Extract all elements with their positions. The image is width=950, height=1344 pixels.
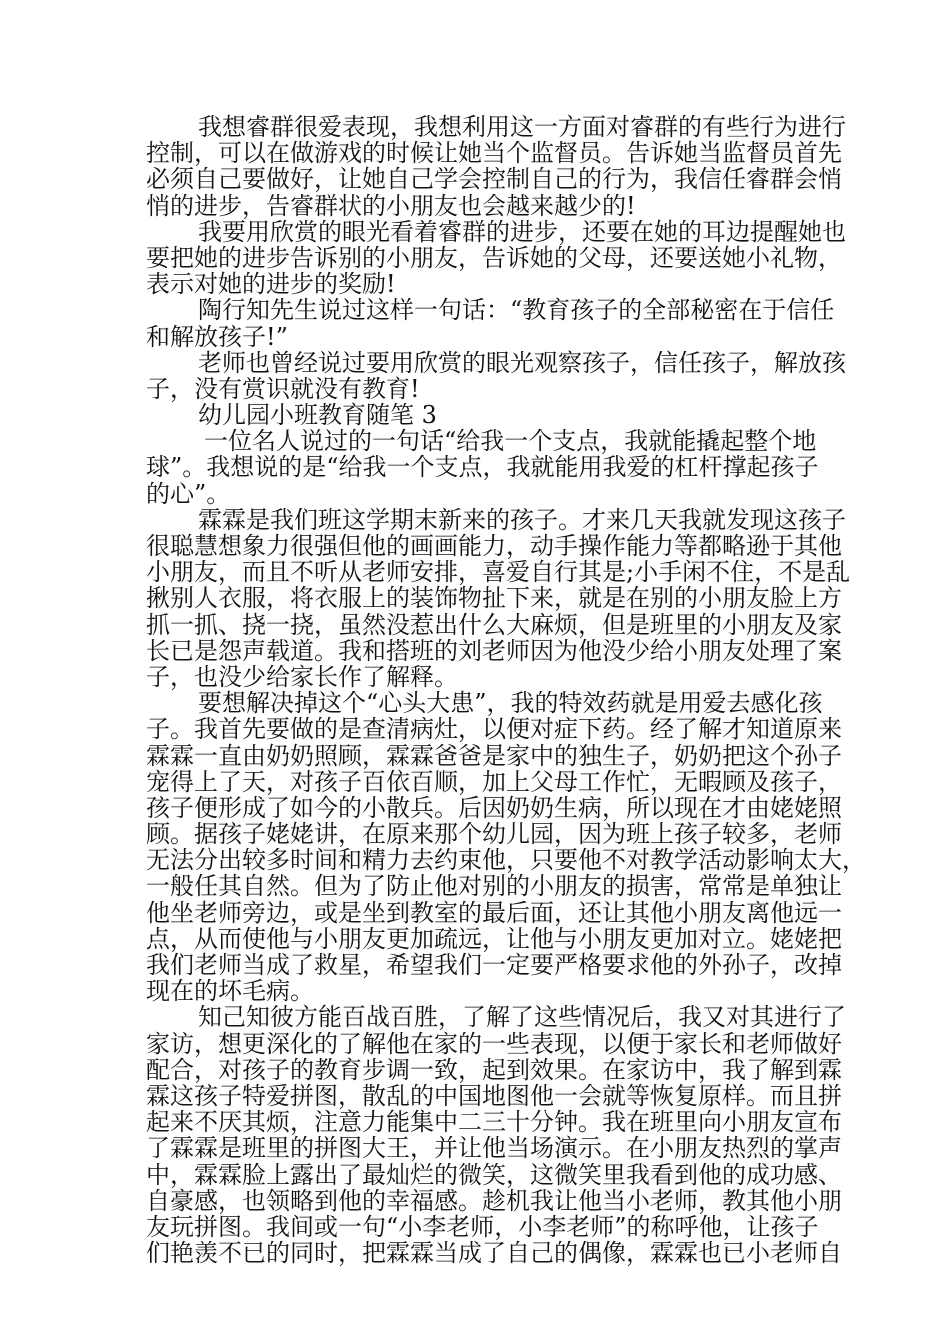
text-line: 他坐老师旁边，或是坐到教室的最后面，还让其他小朋友离他远一: [146, 898, 842, 927]
text-line: 现在的坏毛病。: [146, 977, 314, 1006]
text-line: 自豪感，也领略到他的幸福感。趁机我让他当小老师，教其他小朋: [146, 1186, 842, 1215]
text-line: 配合，对孩子的教育步调一致，起到效果。在家访中，我了解到霖: [146, 1055, 842, 1084]
text-line: 霖这孩子特爱拼图，散乱的中国地图他一会就等恢复原样。而且拼: [146, 1081, 842, 1110]
text-line: 顾。据孩子姥姥讲，在原来那个幼儿园，因为班上孩子较多，老师: [146, 820, 842, 849]
text-line: 老师也曾经说过要用欣赏的眼光观察孩子，信任孩子，解放孩: [198, 348, 846, 377]
text-line: 揪别人衣服，将衣服上的装饰物扯下来，就是在别的小朋友脸上方: [146, 584, 842, 613]
text-line: 子，也没少给家长作了解释。: [146, 662, 458, 691]
text-line: 表示对她的进步的奖励!: [146, 270, 396, 299]
text-line: 友玩拼图。我间或一句“小李老师，小李老师”的称呼他，让孩子: [146, 1212, 819, 1241]
text-line: 家访，想更深化的了解他在家的一些表现，以便于家长和老师做好: [146, 1029, 842, 1058]
text-line: 陶行知先生说过这样一句话：“教育孩子的全部秘密在于信任: [198, 296, 835, 325]
document-body: [146, 113, 866, 1268]
text-line: 子，没有赏识就没有教育!: [146, 374, 420, 403]
text-line: 要想解决掉这个“心头大患”，我的特效药就是用爱去感化孩: [198, 689, 823, 718]
text-line: 和解放孩子!”: [146, 322, 288, 351]
text-line: 我们老师当成了救星，希望我们一定要严格要求他的外孙子，改掉: [146, 951, 842, 979]
text-line: 小朋友，而且不听从老师安排，喜爱自行其是;小手闲不住，不是乱: [146, 558, 851, 587]
text-line: 知己知彼方能百战百胜，了解了这些情况后，我又对其进行了: [198, 1003, 846, 1032]
text-line: 起来不厌其烦，注意力能集中二三十分钟。我在班里向小朋友宣布: [146, 1108, 842, 1137]
text-line: 长已是怨声载道。我和搭班的刘老师因为他没少给小朋友处理了案: [146, 636, 842, 665]
text-line: 子。我首先要做的是查清病灶，以便对症下药。经了解才知道原来: [146, 715, 842, 744]
text-line: 一般任其自然。但为了防止他对别的小朋友的损害，常常是单独让: [146, 872, 842, 901]
text-line: 控制，可以在做游戏的时候让她当个监督员。告诉她当监督员首先: [146, 139, 842, 168]
text-line: 中，霖霖脸上露出了最灿烂的微笑，这微笑里我看到他的成功感、: [146, 1160, 842, 1189]
section-heading: 幼儿园小班教育随笔 3: [198, 401, 437, 430]
text-line: 我要用欣赏的眼光看着睿群的进步，还要在她的耳边提醒她也: [198, 217, 846, 246]
text-line: 的心”。: [146, 479, 231, 508]
text-line: 霖霖是我们班这学期末新来的孩子。才来几天我就发现这孩子: [198, 505, 846, 534]
text-line: 一位名人说过的一句话“给我一个支点，我就能撬起整个地: [204, 427, 817, 456]
text-line: 了霖霖是班里的拼图大王，并让他当场演示。在小朋友热烈的掌声: [146, 1134, 842, 1163]
text-line: 点，从而使他与小朋友更加疏远，让他与小朋友更加对立。姥姥把: [146, 924, 842, 953]
text-line: 们艳羡不已的同时，把霖霖当成了自己的偶像，霖霖也已小老师自: [146, 1239, 842, 1268]
text-line: 很聪慧想象力很强但他的画画能力，动手操作能力等都略逊于其他: [146, 532, 842, 560]
text-line: 悄的进步，告睿群状的小朋友也会越来越少的!: [146, 191, 636, 220]
text-line: 必须自己要做好，让她自己学会控制自己的行为，我信任睿群会悄: [146, 165, 842, 194]
text-line: 要把她的进步告诉别的小朋友，告诉她的父母，还要送她小礼物，: [146, 243, 842, 272]
text-line: 我想睿群很爱表现，我想利用这一方面对睿群的有些行为进行: [198, 113, 846, 141]
text-line: 无法分出较多时间和精力去约束他，只要他不对教学活动影响太大，: [146, 846, 866, 875]
text-line: 抓一抓、挠一挠，虽然没惹出什么大麻烦，但是班里的小朋友及家: [146, 610, 842, 639]
text-line: 霖霖一直由奶奶照顾，霖霖爸爸是家中的独生子，奶奶把这个孙子: [146, 741, 842, 770]
text-line: 宠得上了天，对孩子百依百顺，加上父母工作忙，无暇顾及孩子，: [146, 767, 842, 796]
text-line: 球”。我想说的是“给我一个支点，我就能用我爱的杠杆撑起孩子: [146, 453, 819, 482]
text-line: 孩子便形成了如今的小散兵。后因奶奶生病，所以现在才由姥姥照: [146, 793, 842, 822]
